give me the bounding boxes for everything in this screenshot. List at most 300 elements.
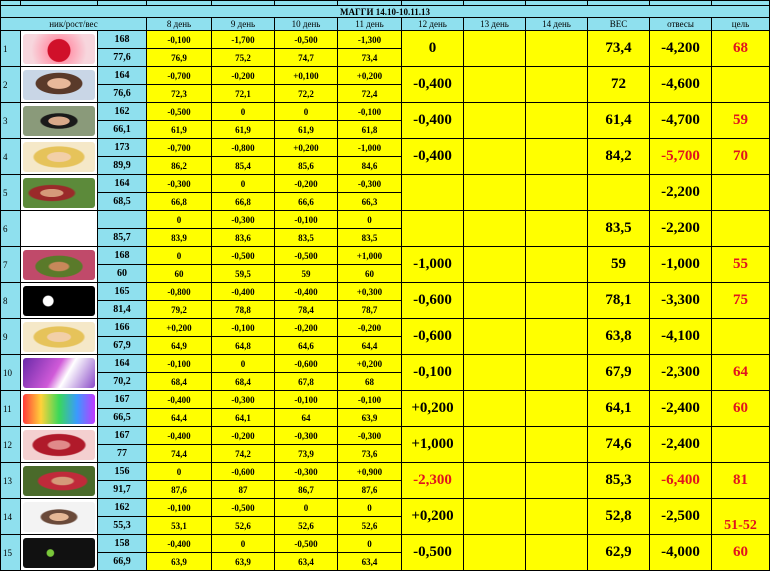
header-day-11: 11 день	[338, 18, 402, 31]
day-weight-d8: 64,4	[147, 409, 212, 427]
day-weight-d11: 87,6	[338, 481, 402, 499]
height-value: 164	[98, 355, 147, 373]
current-weight: 67,9	[588, 355, 650, 391]
height-value: 158	[98, 535, 147, 553]
day-weight-d10: 83,5	[275, 229, 338, 247]
height-value: 167	[98, 391, 147, 409]
day-weight-d11: 78,7	[338, 301, 402, 319]
height-value: 162	[98, 103, 147, 121]
current-weight: 62,9	[588, 535, 650, 571]
total-loss: -1,000	[650, 247, 712, 283]
participant-row	[1, 211, 770, 229]
day-change-d10: -0,500	[275, 31, 338, 49]
avatar	[21, 247, 98, 283]
day-weight-d9: 61,9	[212, 121, 275, 139]
day-change-d9: -0,400	[212, 283, 275, 301]
day-change-d10: -0,100	[275, 391, 338, 409]
row-number: 11	[1, 391, 21, 427]
day-change-d8: -0,400	[147, 427, 212, 445]
cartoon-eyes-photo	[23, 286, 95, 316]
participant-row	[1, 499, 770, 517]
day-change-d8: +0,200	[147, 319, 212, 337]
day-weight-d8: 53,1	[147, 517, 212, 535]
participant-row	[1, 139, 770, 157]
day-change-d11: -0,300	[338, 427, 402, 445]
day-14-cell	[526, 247, 588, 283]
day-weight-d11: 61,8	[338, 121, 402, 139]
start-weight-value: 66,9	[98, 553, 147, 571]
avatar	[21, 67, 98, 103]
day-14-cell	[526, 319, 588, 355]
participant-row	[1, 247, 770, 265]
day-weight-d10: 85,6	[275, 157, 338, 175]
participant-row	[1, 391, 770, 409]
row-number: 12	[1, 427, 21, 463]
day-weight-d10: 64,6	[275, 337, 338, 355]
cherry-lips-photo	[23, 34, 95, 64]
day-weight-d11: 52,6	[338, 517, 402, 535]
day-weight-d8: 79,2	[147, 301, 212, 319]
day-weight-d9: 72,1	[212, 85, 275, 103]
woman-sunglasses-photo	[23, 106, 95, 136]
header-day-13: 13 день	[464, 18, 526, 31]
goal-weight: 60	[712, 535, 770, 571]
day-weight-d10: 61,9	[275, 121, 338, 139]
day-weight-d11: 73,4	[338, 49, 402, 67]
day-weight-d8: 87,6	[147, 481, 212, 499]
header-day-8: 8 день	[147, 18, 212, 31]
avatar	[21, 211, 98, 247]
day-14-cell	[526, 31, 588, 67]
day-13-cell	[464, 499, 526, 535]
day-change-d10: -0,300	[275, 427, 338, 445]
day-14-cell	[526, 283, 588, 319]
start-weight-value: 85,7	[98, 229, 147, 247]
day-change-d11: -1,300	[338, 31, 402, 49]
current-weight: 84,2	[588, 139, 650, 175]
goal-weight: 81	[712, 463, 770, 499]
current-weight: 85,3	[588, 463, 650, 499]
start-weight-value: 81,4	[98, 301, 147, 319]
total-loss: -4,600	[650, 67, 712, 103]
current-weight: 52,8	[588, 499, 650, 535]
goal-weight: 59	[712, 103, 770, 139]
day-change-d11: 0	[338, 535, 402, 553]
day-change-d9: -0,600	[212, 463, 275, 481]
day-weight-d9: 59,5	[212, 265, 275, 283]
day-weight-d8: 64,9	[147, 337, 212, 355]
avatar	[21, 319, 98, 355]
total-loss: -2,200	[650, 211, 712, 247]
day-change-d8: 0	[147, 247, 212, 265]
day-change-d8: -0,400	[147, 535, 212, 553]
row-number: 9	[1, 319, 21, 355]
day-weight-d10: 63,4	[275, 553, 338, 571]
day-13-cell	[464, 535, 526, 571]
day-change-d11: -0,100	[338, 391, 402, 409]
day-14-cell	[526, 391, 588, 427]
row-number: 8	[1, 283, 21, 319]
day-12-change: +0,200	[402, 499, 464, 535]
day-change-d10: -0,500	[275, 247, 338, 265]
day-12-change: -1,000	[402, 247, 464, 283]
day-change-d8: -0,700	[147, 139, 212, 157]
participant-row	[1, 283, 770, 301]
current-weight: 78,1	[588, 283, 650, 319]
woman-flowers-photo	[23, 178, 95, 208]
current-weight: 83,5	[588, 211, 650, 247]
day-change-d8: -0,300	[147, 175, 212, 193]
day-weight-d8: 68,4	[147, 373, 212, 391]
day-change-d10: -0,100	[275, 211, 338, 229]
day-change-d10: +0,200	[275, 139, 338, 157]
day-change-d9: 0	[212, 175, 275, 193]
day-change-d9: -0,300	[212, 211, 275, 229]
day-12-change	[402, 211, 464, 247]
start-weight-value: 91,7	[98, 481, 147, 499]
header-row	[1, 18, 770, 31]
height-value: 166	[98, 319, 147, 337]
goal-weight	[712, 175, 770, 211]
day-weight-d8: 86,2	[147, 157, 212, 175]
day-change-d11: 0	[338, 211, 402, 229]
woman-white-photo	[23, 502, 95, 532]
start-weight-value: 60	[98, 265, 147, 283]
avatar	[21, 535, 98, 571]
day-12-change: 0	[402, 31, 464, 67]
day-change-d9: 0	[212, 535, 275, 553]
rainbow-abstract-photo	[23, 394, 95, 424]
day-change-d9: 0	[212, 103, 275, 121]
day-weight-d9: 52,6	[212, 517, 275, 535]
day-change-d8: -0,400	[147, 391, 212, 409]
start-weight-value: 55,3	[98, 517, 147, 535]
day-change-d10: -0,600	[275, 355, 338, 373]
day-change-d8: 0	[147, 463, 212, 481]
day-12-change: -0,600	[402, 319, 464, 355]
height-value: 162	[98, 499, 147, 517]
current-weight: 61,4	[588, 103, 650, 139]
day-12-change: -0,400	[402, 67, 464, 103]
day-change-d11: -1,000	[338, 139, 402, 157]
goal-weight	[712, 319, 770, 355]
header-weight: ВЕС	[588, 18, 650, 31]
day-change-d9: -0,500	[212, 247, 275, 265]
participant-row	[1, 175, 770, 193]
total-loss: -4,200	[650, 31, 712, 67]
total-loss: -4,700	[650, 103, 712, 139]
day-weight-d8: 60	[147, 265, 212, 283]
day-weight-d11: 83,5	[338, 229, 402, 247]
total-loss: -2,400	[650, 427, 712, 463]
day-14-cell	[526, 103, 588, 139]
black-cat-photo	[23, 538, 95, 568]
day-change-d11: +0,900	[338, 463, 402, 481]
goal-weight: 75	[712, 283, 770, 319]
day-change-d11: +0,300	[338, 283, 402, 301]
day-change-d11: +1,000	[338, 247, 402, 265]
avatar	[21, 175, 98, 211]
header-day-9: 9 день	[212, 18, 275, 31]
start-weight-value: 77	[98, 445, 147, 463]
participant-row	[1, 103, 770, 121]
day-change-d8: 0	[147, 211, 212, 229]
day-12-change	[402, 175, 464, 211]
day-weight-d11: 60	[338, 265, 402, 283]
woman-garden-photo	[23, 250, 95, 280]
day-weight-d10: 59	[275, 265, 338, 283]
day-change-d9: -0,200	[212, 67, 275, 85]
day-change-d11: 0	[338, 499, 402, 517]
woman-portrait-photo	[23, 70, 95, 100]
start-weight-value: 77,6	[98, 49, 147, 67]
current-weight: 59	[588, 247, 650, 283]
height-value: 165	[98, 283, 147, 301]
row-number: 2	[1, 67, 21, 103]
goal-weight	[712, 427, 770, 463]
day-14-cell	[526, 67, 588, 103]
goal-weight: 51-52	[712, 499, 770, 535]
day-change-d10: -0,400	[275, 283, 338, 301]
day-change-d10: -0,300	[275, 463, 338, 481]
day-weight-d9: 68,4	[212, 373, 275, 391]
day-12-change: -0,100	[402, 355, 464, 391]
day-13-cell	[464, 283, 526, 319]
day-weight-d8: 63,9	[147, 553, 212, 571]
avatar	[21, 499, 98, 535]
day-weight-d11: 64,4	[338, 337, 402, 355]
day-change-d9: -0,300	[212, 391, 275, 409]
total-loss: -2,400	[650, 391, 712, 427]
total-loss: -2,300	[650, 355, 712, 391]
day-weight-d11: 84,6	[338, 157, 402, 175]
day-weight-d9: 74,2	[212, 445, 275, 463]
day-weight-d11: 72,4	[338, 85, 402, 103]
day-13-cell	[464, 319, 526, 355]
participant-row	[1, 463, 770, 481]
day-weight-d11: 68	[338, 373, 402, 391]
header-day-14: 14 день	[526, 18, 588, 31]
day-14-cell	[526, 463, 588, 499]
row-number: 7	[1, 247, 21, 283]
total-loss: -6,400	[650, 463, 712, 499]
height-value: 156	[98, 463, 147, 481]
day-12-change: -0,600	[402, 283, 464, 319]
day-12-change: -2,300	[402, 463, 464, 499]
current-weight	[588, 175, 650, 211]
day-change-d8: -0,100	[147, 31, 212, 49]
day-change-d8: -0,800	[147, 283, 212, 301]
total-loss: -4,000	[650, 535, 712, 571]
total-loss: -2,500	[650, 499, 712, 535]
day-change-d11: +0,200	[338, 67, 402, 85]
day-weight-d9: 85,4	[212, 157, 275, 175]
day-14-cell	[526, 211, 588, 247]
current-weight: 72	[588, 67, 650, 103]
day-weight-d10: 73,9	[275, 445, 338, 463]
height-value: 168	[98, 31, 147, 49]
row-number: 13	[1, 463, 21, 499]
day-change-d8: -0,700	[147, 67, 212, 85]
day-14-cell	[526, 355, 588, 391]
day-13-cell	[464, 211, 526, 247]
day-weight-d9: 64,1	[212, 409, 275, 427]
row-number: 10	[1, 355, 21, 391]
day-change-d10: 0	[275, 499, 338, 517]
day-weight-d8: 76,9	[147, 49, 212, 67]
day-weight-d10: 72,2	[275, 85, 338, 103]
goal-weight: 70	[712, 139, 770, 175]
current-weight: 63,8	[588, 319, 650, 355]
height-value: 164	[98, 175, 147, 193]
start-weight-value: 68,5	[98, 193, 147, 211]
day-change-d11: -0,200	[338, 319, 402, 337]
day-weight-d11: 63,9	[338, 409, 402, 427]
day-13-cell	[464, 391, 526, 427]
day-change-d8: -0,100	[147, 355, 212, 373]
day-change-d10: -0,500	[275, 535, 338, 553]
day-13-cell	[464, 103, 526, 139]
header-loss: отвесы	[650, 18, 712, 31]
participant-row	[1, 427, 770, 445]
start-weight-value: 66,1	[98, 121, 147, 139]
avatar	[21, 463, 98, 499]
day-weight-d9: 75,2	[212, 49, 275, 67]
avatar	[21, 427, 98, 463]
day-change-d9: -0,500	[212, 499, 275, 517]
day-change-d9: -1,700	[212, 31, 275, 49]
blonde-woman-photo	[23, 322, 95, 352]
day-weight-d11: 66,3	[338, 193, 402, 211]
height-value: 164	[98, 67, 147, 85]
day-14-cell	[526, 139, 588, 175]
purple-butterfly-photo	[23, 358, 95, 388]
day-change-d10: 0	[275, 103, 338, 121]
day-weight-d8: 83,9	[147, 229, 212, 247]
avatar	[21, 283, 98, 319]
current-weight: 73,4	[588, 31, 650, 67]
day-change-d10: +0,100	[275, 67, 338, 85]
row-number: 1	[1, 31, 21, 67]
day-13-cell	[464, 139, 526, 175]
day-weight-d8: 61,9	[147, 121, 212, 139]
start-weight-value: 66,5	[98, 409, 147, 427]
day-weight-d8: 72,3	[147, 85, 212, 103]
day-14-cell	[526, 535, 588, 571]
day-weight-d10: 66,6	[275, 193, 338, 211]
height-value: 168	[98, 247, 147, 265]
day-change-d9: -0,200	[212, 427, 275, 445]
day-change-d8: -0,100	[147, 499, 212, 517]
day-weight-d10: 74,7	[275, 49, 338, 67]
day-14-cell	[526, 175, 588, 211]
participant-row	[1, 355, 770, 373]
day-14-cell	[526, 427, 588, 463]
start-weight-value: 76,6	[98, 85, 147, 103]
participant-row	[1, 31, 770, 49]
day-weight-d10: 52,6	[275, 517, 338, 535]
day-change-d11: -0,300	[338, 175, 402, 193]
day-weight-d11: 63,4	[338, 553, 402, 571]
day-change-d11: +0,200	[338, 355, 402, 373]
day-weight-d10: 67,8	[275, 373, 338, 391]
day-weight-d11: 73,6	[338, 445, 402, 463]
row-number: 15	[1, 535, 21, 571]
day-12-change: -0,500	[402, 535, 464, 571]
red-floral-photo	[23, 430, 95, 460]
avatar	[21, 31, 98, 67]
day-change-d9: 0	[212, 355, 275, 373]
goal-weight	[712, 67, 770, 103]
participant-row	[1, 535, 770, 553]
participant-row	[1, 319, 770, 337]
day-14-cell	[526, 499, 588, 535]
day-13-cell	[464, 463, 526, 499]
header-day-12: 12 день	[402, 18, 464, 31]
current-weight: 74,6	[588, 427, 650, 463]
avatar	[21, 355, 98, 391]
day-weight-d8: 66,8	[147, 193, 212, 211]
table-title: МАГГИ 14.10-10.11.13	[1, 6, 770, 18]
total-loss: -4,100	[650, 319, 712, 355]
day-12-change: -0,400	[402, 139, 464, 175]
day-weight-d9: 64,8	[212, 337, 275, 355]
day-13-cell	[464, 67, 526, 103]
avatar	[21, 139, 98, 175]
day-weight-d10: 86,7	[275, 481, 338, 499]
goal-weight: 55	[712, 247, 770, 283]
total-loss: -5,700	[650, 139, 712, 175]
day-weight-d9: 83,6	[212, 229, 275, 247]
start-weight-value: 67,9	[98, 337, 147, 355]
day-weight-d10: 78,4	[275, 301, 338, 319]
day-change-d9: -0,100	[212, 319, 275, 337]
day-weight-d9: 87	[212, 481, 275, 499]
start-weight-value: 89,9	[98, 157, 147, 175]
day-12-change: -0,400	[402, 103, 464, 139]
height-value	[98, 211, 147, 229]
row-number: 3	[1, 103, 21, 139]
goal-weight: 60	[712, 391, 770, 427]
header-goal: цель	[712, 18, 770, 31]
day-change-d10: -0,200	[275, 319, 338, 337]
day-12-change: +0,200	[402, 391, 464, 427]
day-13-cell	[464, 175, 526, 211]
day-12-change: +1,000	[402, 427, 464, 463]
total-loss: -2,200	[650, 175, 712, 211]
day-13-cell	[464, 355, 526, 391]
goal-weight: 68	[712, 31, 770, 67]
title-row	[1, 6, 770, 18]
goal-weight	[712, 211, 770, 247]
start-weight-value: 70,2	[98, 373, 147, 391]
row-number: 5	[1, 175, 21, 211]
day-13-cell	[464, 247, 526, 283]
height-value: 167	[98, 427, 147, 445]
participant-row	[1, 67, 770, 85]
day-weight-d8: 74,4	[147, 445, 212, 463]
day-13-cell	[464, 427, 526, 463]
day-weight-d10: 64	[275, 409, 338, 427]
woman-roses-photo	[23, 466, 95, 496]
header-nick: ник/рост/вес	[1, 18, 147, 31]
total-loss: -3,300	[650, 283, 712, 319]
height-value: 173	[98, 139, 147, 157]
day-weight-d9: 63,9	[212, 553, 275, 571]
row-number: 14	[1, 499, 21, 535]
row-number: 4	[1, 139, 21, 175]
avatar	[21, 103, 98, 139]
